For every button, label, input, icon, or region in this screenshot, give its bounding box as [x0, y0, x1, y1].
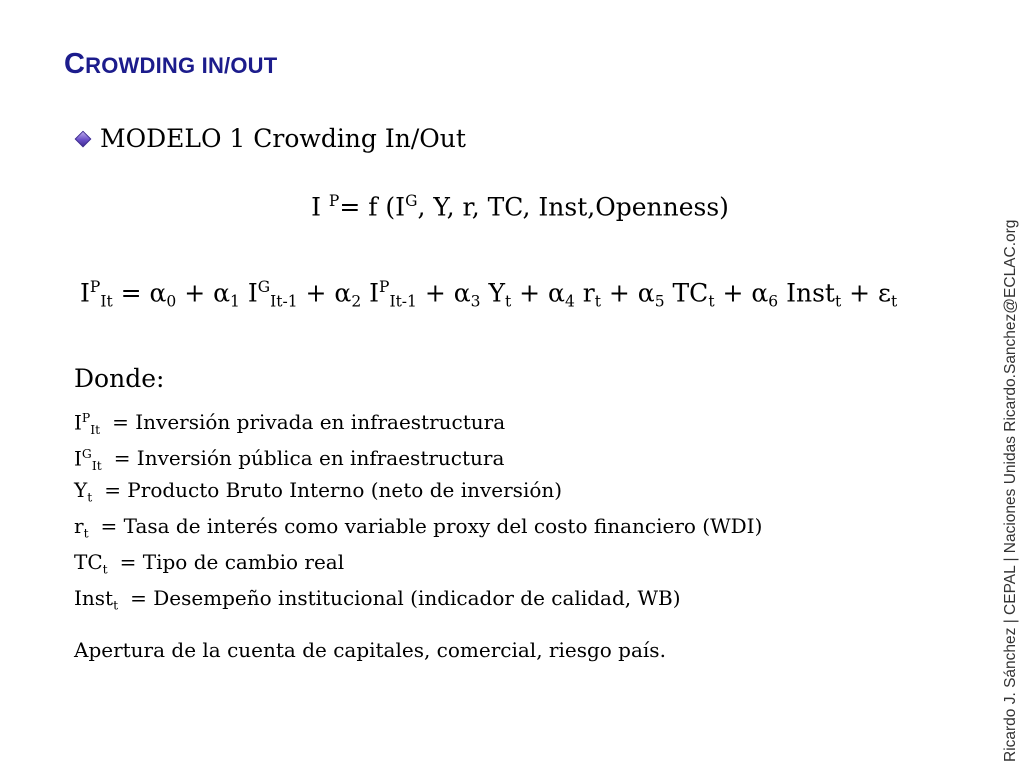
eq2-subscript: 5	[654, 292, 665, 311]
eq2-operator: + α	[600, 278, 655, 308]
eq2-superscript: P	[89, 278, 101, 296]
bullet-item	[74, 124, 466, 153]
eq2-superscript: G	[257, 278, 271, 296]
definition-symbol-base: I	[74, 446, 82, 471]
eq2-subscript: 4	[564, 292, 575, 311]
definition-text: = Desempeño institucional (indicador de calidad, WB)	[130, 586, 681, 610]
definition-symbol-sup: G	[81, 446, 92, 461]
definition-row	[74, 584, 762, 620]
definition-symbol-base: r	[74, 514, 84, 538]
definition-symbol-sub: t	[102, 561, 108, 577]
definition-text: = Producto Bruto Interno (neto de inversión)	[104, 478, 563, 502]
eq2-symbol: I	[80, 278, 90, 308]
eq2-operator: + ε	[841, 278, 891, 308]
eq2-operator: TC	[664, 278, 709, 308]
definition-row	[74, 440, 762, 476]
definition-symbol-base: Y	[74, 478, 88, 502]
eq1-rest: , Y, r, TC, Inst,Openness)	[417, 192, 729, 222]
eq2-subscript: t	[594, 292, 601, 311]
diamond-bullet-icon	[75, 130, 92, 147]
definition-row	[74, 512, 762, 548]
eq2-operator: + α	[176, 278, 231, 308]
author-sidebar: Ricardo J. Sánchez | CEPAL | Naciones Unidas Ricardo.Sanchez@ECLAC.org	[1002, 219, 1019, 762]
eq2-subscript: It-1	[270, 292, 298, 311]
bullet-text: MODELO 1 Crowding In/Out	[100, 124, 466, 153]
regression-equation	[80, 278, 897, 311]
definition-text: = Tipo de cambio real	[119, 550, 345, 574]
eq2-operator: I	[239, 278, 258, 308]
donde-label: Donde:	[74, 364, 165, 393]
definition-text: = Inversión privada en infraestructura	[112, 410, 506, 435]
definition-symbol-base: TC	[74, 550, 103, 574]
extra-variables-note: Apertura de la cuenta de capitales, comercial, riesgo país.	[74, 638, 666, 662]
definition-text: = Inversión pública en infraestructura	[113, 446, 505, 471]
title-initial: C	[64, 48, 86, 80]
eq2-operator: + α	[511, 278, 565, 308]
eq2-subscript: t	[891, 292, 898, 311]
eq2-subscript: 1	[230, 292, 240, 311]
eq2-subscript: t	[708, 292, 715, 311]
model-equation	[0, 192, 1024, 221]
eq2-operator: = α	[112, 278, 167, 308]
definition-symbol-sub: t	[83, 525, 89, 541]
definition-symbol-base: Inst	[74, 586, 114, 610]
eq1-lhs: I	[311, 192, 329, 222]
definition-symbol-sup: P	[81, 410, 91, 425]
definition-symbol-sub: It	[91, 457, 102, 473]
eq2-operator: I	[361, 278, 380, 308]
definition-symbol	[74, 548, 108, 583]
definition-symbol-sub: It	[90, 421, 101, 437]
eq1-lhs-sup: P	[328, 192, 340, 210]
eq2-operator: Y	[480, 278, 505, 308]
title-rest: ROWDING IN/OUT	[85, 53, 278, 78]
definitions-list	[74, 404, 762, 620]
eq2-subscript: It-1	[389, 292, 417, 311]
definition-symbol	[74, 476, 92, 511]
definition-symbol-sub: t	[87, 489, 93, 505]
definition-text: = Tasa de interés como variable proxy del costo financiero (WDI)	[100, 514, 763, 538]
eq2-operator: + α	[297, 278, 352, 308]
eq2-subscript: 0	[166, 292, 177, 311]
slide-title	[64, 48, 277, 81]
definition-row	[74, 476, 762, 512]
definition-row	[74, 548, 762, 584]
definition-symbol-base: I	[74, 410, 82, 435]
eq2-subscript: It	[100, 292, 113, 311]
eq1-mid: = f (I	[339, 192, 406, 222]
eq2-subscript: 3	[470, 292, 481, 311]
eq2-subscript: t	[504, 292, 512, 311]
eq2-subscript: 6	[768, 292, 779, 311]
definition-symbol-sub: t	[113, 597, 119, 613]
definition-symbol	[74, 440, 102, 480]
eq2-operator: + α	[416, 278, 471, 308]
eq2-operator: Inst	[778, 278, 835, 308]
definition-row	[74, 404, 762, 440]
eq1-mid-sup: G	[405, 192, 418, 210]
definition-symbol	[74, 404, 100, 444]
eq2-operator: r	[574, 278, 595, 308]
definition-symbol	[74, 584, 118, 619]
eq2-subscript: t	[834, 292, 842, 311]
eq2-superscript: P	[379, 278, 390, 296]
definition-symbol	[74, 512, 89, 547]
eq2-subscript: 2	[351, 292, 362, 311]
eq2-operator: + α	[714, 278, 769, 308]
